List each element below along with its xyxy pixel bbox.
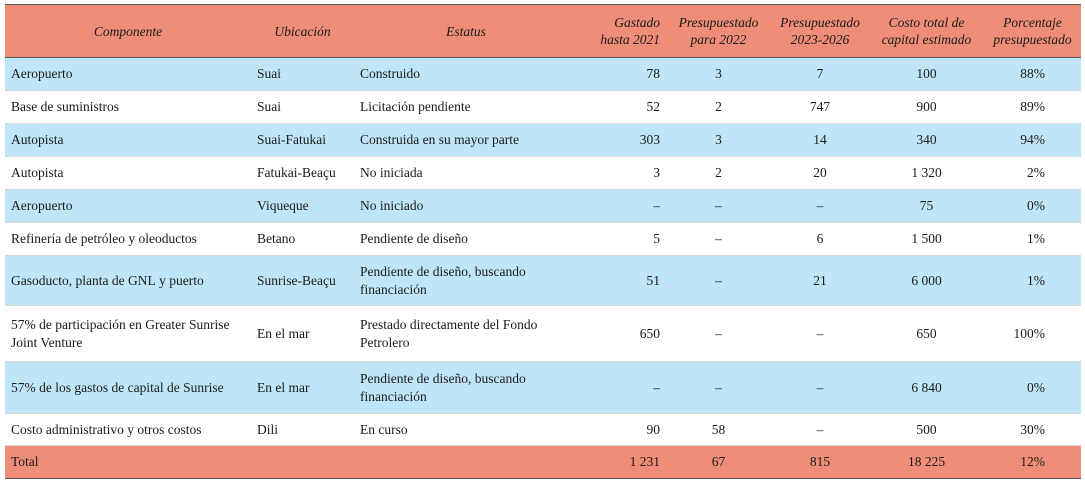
cell-gastado: 78 [578, 58, 666, 91]
cell-pct: 100% [984, 306, 1081, 362]
cell-componente: Aeropuerto [5, 190, 251, 223]
cell-gastado: 51 [578, 256, 666, 306]
table-row [5, 91, 1081, 124]
cell-p2022: 3 [666, 58, 771, 91]
table-row [5, 414, 1081, 446]
cell-gastado: 90 [578, 414, 666, 446]
cell-p2023: – [771, 306, 869, 362]
cell-p2022: – [666, 362, 771, 414]
total-pct: 12% [984, 446, 1081, 479]
cell-ubicacion: Dili [251, 414, 354, 446]
cell-componente: Autopista [5, 157, 251, 190]
table-row [5, 256, 1081, 306]
cell-pct: 2% [984, 157, 1081, 190]
cell-ubicacion: Suai [251, 91, 354, 124]
total-p2022: 67 [666, 446, 771, 479]
cell-costo: 500 [869, 414, 984, 446]
project-cost-table [5, 4, 1081, 479]
cell-ubicacion: En el mar [251, 362, 354, 414]
cell-p2023: 6 [771, 223, 869, 256]
table-row [5, 124, 1081, 157]
cell-ubicacion: Fatukai-Beaçu [251, 157, 354, 190]
cell-costo: 340 [869, 124, 984, 157]
cell-p2023: 14 [771, 124, 869, 157]
cell-costo: 75 [869, 190, 984, 223]
cell-ubicacion: Viqueque [251, 190, 354, 223]
total-gastado: 1 231 [578, 446, 666, 479]
cell-componente: Base de suministros [5, 91, 251, 124]
cell-p2022: – [666, 306, 771, 362]
cell-estatus: Pendiente de diseño [354, 223, 578, 256]
cell-pct: 1% [984, 223, 1081, 256]
cell-p2023: 20 [771, 157, 869, 190]
cell-pct: 30% [984, 414, 1081, 446]
total-costo: 18 225 [869, 446, 984, 479]
cell-estatus: En curso [354, 414, 578, 446]
cell-ubicacion: Suai-Fatukai [251, 124, 354, 157]
total-label: Total [5, 446, 251, 479]
cell-estatus: Pendiente de diseño, buscando financiación [354, 362, 578, 414]
cell-costo: 1 320 [869, 157, 984, 190]
cell-ubicacion: Sunrise-Beaçu [251, 256, 354, 306]
table-row [5, 306, 1081, 362]
cell-costo: 900 [869, 91, 984, 124]
cell-ubicacion: Betano [251, 223, 354, 256]
cell-pct: 0% [984, 190, 1081, 223]
table-row [5, 58, 1081, 91]
header-estatus: Estatus [354, 5, 578, 58]
cell-componente [5, 256, 251, 306]
cell-p2023: – [771, 362, 869, 414]
cell-p2023: – [771, 190, 869, 223]
table-row [5, 362, 1081, 414]
header-porcentaje: Porcentaje presupuestado [984, 5, 1081, 58]
cell-gastado: 52 [578, 91, 666, 124]
total-p2023: 815 [771, 446, 869, 479]
cell-p2022: 2 [666, 91, 771, 124]
cell-estatus: Construida en su mayor parte [354, 124, 578, 157]
cell-pct: 1% [984, 256, 1081, 306]
cell-estatus: No iniciada [354, 157, 578, 190]
cell-p2022: – [666, 190, 771, 223]
cell-p2023: 747 [771, 91, 869, 124]
cell-p2023: – [771, 414, 869, 446]
cell-estatus: Construido [354, 58, 578, 91]
componente-text-post: y puerto [155, 272, 204, 288]
cell-componente: 57% de participación en Greater Sunrise Joint Venture [5, 306, 251, 362]
cell-componente: Costo administrativo y otros costos [5, 414, 251, 446]
cell-gastado: 650 [578, 306, 666, 362]
header-ubicacion: Ubicación [251, 5, 354, 58]
cell-pct: 89% [984, 91, 1081, 124]
cell-gastado: 5 [578, 223, 666, 256]
total-ubicacion-empty [251, 446, 354, 479]
cell-estatus: No iniciado [354, 190, 578, 223]
cell-gastado: 3 [578, 157, 666, 190]
cell-gastado: 303 [578, 124, 666, 157]
cell-estatus: Prestado directamente del Fondo Petrolero [354, 306, 578, 362]
header-row [5, 5, 1081, 58]
componente-text-pre: Gasoducto, planta de [11, 272, 128, 288]
cell-estatus: Pendiente de diseño, buscando financiación [354, 256, 578, 306]
header-presupuestado-2022: Presupuestado para 2022 [666, 5, 771, 58]
cell-gastado: – [578, 362, 666, 414]
cell-p2023: 7 [771, 58, 869, 91]
cell-pct: 0% [984, 362, 1081, 414]
cell-p2022: – [666, 256, 771, 306]
cell-estatus: Licitación pendiente [354, 91, 578, 124]
cell-componente: 57% de los gastos de capital de Sunrise [5, 362, 251, 414]
header-gastado: Gastado hasta 2021 [578, 5, 666, 58]
cell-pct: 94% [984, 124, 1081, 157]
cell-p2023: 21 [771, 256, 869, 306]
cell-costo: 1 500 [869, 223, 984, 256]
header-componente: Componente [5, 5, 251, 58]
cell-costo: 6 000 [869, 256, 984, 306]
table-row [5, 190, 1081, 223]
total-estatus-empty [354, 446, 578, 479]
componente-text-abbr: GNL [127, 272, 156, 288]
cell-costo: 6 840 [869, 362, 984, 414]
cell-p2022: 3 [666, 124, 771, 157]
total-row [5, 446, 1081, 479]
cell-p2022: – [666, 223, 771, 256]
cell-componente: Refinería de petróleo y oleoductos [5, 223, 251, 256]
cell-gastado: – [578, 190, 666, 223]
cell-ubicacion: Suai [251, 58, 354, 91]
table-row [5, 157, 1081, 190]
cell-costo: 100 [869, 58, 984, 91]
header-presupuestado-2023: Presupuestado 2023-2026 [771, 5, 869, 58]
cell-pct: 88% [984, 58, 1081, 91]
cell-p2022: 58 [666, 414, 771, 446]
cell-p2022: 2 [666, 157, 771, 190]
cell-ubicacion: En el mar [251, 306, 354, 362]
cell-componente: Aeropuerto [5, 58, 251, 91]
cell-costo: 650 [869, 306, 984, 362]
table-row [5, 223, 1081, 256]
cell-componente: Autopista [5, 124, 251, 157]
header-costo-total: Costo total de capital estimado [869, 5, 984, 58]
